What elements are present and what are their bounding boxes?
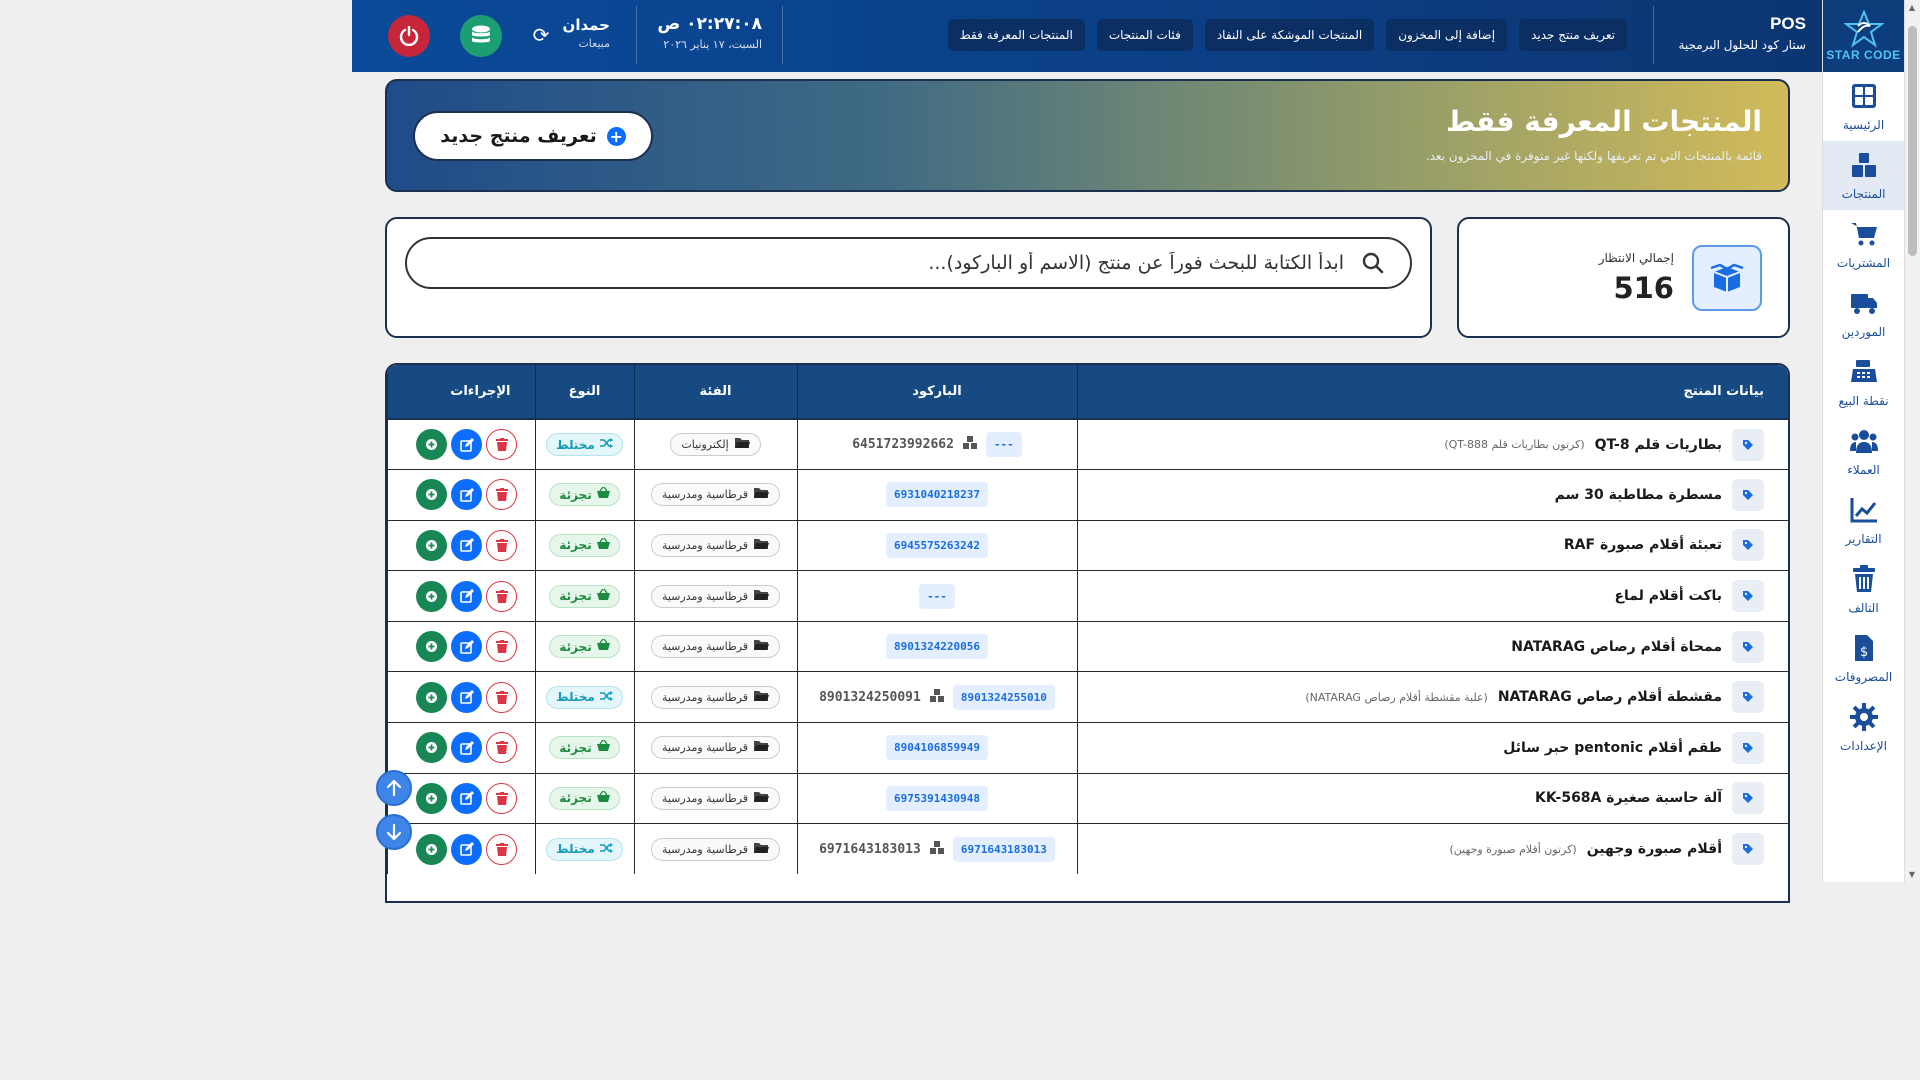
product-info [1078,732,1789,764]
category-badge [651,635,780,658]
product-name: طقم أقلام pentonic حبر سائل [1503,739,1722,756]
type-label: مختلط [556,842,595,857]
power-icon [399,26,419,46]
sidebar-item-label: نقطة البيع [1838,393,1889,408]
divider [1653,6,1654,64]
type-label: تجزئة [559,538,592,553]
category-label: قرطاسية ومدرسية [661,741,749,755]
divider [636,6,637,64]
product-cell [1077,621,1788,672]
product-cell [1077,470,1788,521]
row-actions [388,479,527,510]
scrollbar-thumb[interactable] [1908,26,1917,256]
type-label: تجزئة [559,791,592,806]
product-name: تعبئة أقلام صبورة RAF [1563,537,1722,554]
type-label: تجزئة [559,487,592,502]
folder-open-icon [735,437,750,452]
table-row [388,470,1789,521]
product-info [1078,681,1789,713]
edit-product-button[interactable] [451,834,482,865]
barcode-value: 8901324220056 [886,634,988,659]
barcode-value: --- [919,584,955,609]
barcode-cell [797,470,1077,521]
sidebar-item-label: المنتجات [1841,186,1886,201]
topbar [352,0,1822,72]
star-logo-icon [1844,10,1884,48]
clock [657,14,762,51]
table-row [388,773,1789,824]
category-badge [670,433,760,456]
category-label: قرطاسية ومدرسية [661,791,749,805]
sidebar-item-products[interactable] [1823,141,1904,210]
barcode-value: 8901324255010 [953,685,1055,710]
table-header-row [388,365,1789,419]
edit-product-button[interactable] [451,581,482,612]
tag-icon [1732,782,1764,814]
add-stock-button[interactable] [416,783,447,814]
tag-icon [1732,429,1764,461]
product-info [1078,631,1789,663]
sidebar-item-customers[interactable] [1823,417,1904,486]
product-name: بطاريات قلم QT-8 [1594,436,1722,453]
topnav-add-stock[interactable]: إضافة إلى المخزون [1386,19,1507,51]
type-cell [535,723,634,774]
user-info [564,16,610,50]
category-cell [634,520,797,571]
product-name: آلة حاسبة صغيرة KK-568A [1535,790,1722,807]
barcode-value: 6971643183013 [953,837,1055,862]
page-subtitle: قائمة بالمنتجات التي تم تعريفها ولكنها غير متوفرة في المخزون بعد. [1425,149,1762,163]
edit-product-button[interactable] [451,732,482,763]
type-badge [549,635,619,658]
shuffle-icon [600,690,613,705]
folder-open-icon [754,690,769,705]
pending-total-label: إجمالي الانتظار [1598,251,1674,265]
category-cell [634,723,797,774]
sidebar-item-suppliers[interactable] [1823,279,1904,348]
category-badge [651,483,780,506]
scroll-to-top-button[interactable] [376,770,412,806]
type-cell [535,470,634,521]
tag-icon [1732,732,1764,764]
sidebar-item-label: الرئيسية [1842,117,1885,132]
sidebar-item-damaged[interactable] [1823,555,1904,624]
row-actions [388,631,527,662]
delete-product-button[interactable] [486,429,517,460]
category-label: قرطاسية ومدرسية [661,538,749,552]
tag-icon [1732,631,1764,663]
sidebar-item-label: التقارير [1845,531,1882,546]
shuffle-icon [600,842,613,857]
category-badge [651,686,780,709]
category-cell [634,824,797,875]
barcode-value: 6931040218237 [886,482,988,507]
scroll-down-arrow-icon[interactable]: ▼ [1908,870,1916,879]
arrow-down-icon [387,824,401,840]
divider [782,6,783,64]
barcode-group [798,735,1077,760]
sidebar-item-label: المصروفات [1834,669,1893,684]
page-header-banner [385,79,1790,192]
tag-icon [1732,681,1764,713]
table-row [388,571,1789,622]
table-row [388,672,1789,723]
users-icon [1849,427,1879,463]
table-row [388,824,1789,875]
invoice-dollar-icon [1849,634,1879,670]
folder-open-icon [754,740,769,755]
add-stock-button[interactable] [416,479,447,510]
category-label: قرطاسية ومدرسية [661,690,749,704]
type-label: تجزئة [559,639,592,654]
header-product: بيانات المنتج [1077,365,1788,419]
product-package: (كرتون أقلام صبورة وجهين) [1449,842,1577,856]
header-category: الفئة [634,365,797,419]
clock-date: السبت، ١٧ يناير ٢٠٢٦ [663,38,762,51]
product-info [1078,782,1789,814]
category-badge [651,736,780,759]
barcode-group [798,482,1077,507]
tag-icon [1732,479,1764,511]
folder-open-icon [754,538,769,553]
actions-cell [388,672,536,723]
category-cell [634,571,797,622]
product-cell [1077,773,1788,824]
plus-circle-icon: + [607,127,626,146]
type-cell [535,621,634,672]
brand-logo [1823,0,1904,72]
type-label: مختلط [556,690,595,705]
trash-icon [1849,565,1879,601]
category-label: إلكترونيات [681,438,729,452]
product-cell [1077,723,1788,774]
barcode-group [798,584,1077,609]
pending-total-value: 516 [1613,271,1674,305]
edit-product-button[interactable] [451,682,482,713]
type-badge [549,736,619,759]
header-type: النوع [535,365,634,419]
barcode-group [798,786,1077,811]
open-box-icon [1692,245,1762,311]
package-barcode-value: 6451723992662 [852,437,954,453]
product-cell [1077,520,1788,571]
topnav-low-stock[interactable]: المنتجات الموشكة على النفاد [1205,19,1374,51]
actions-cell [388,419,536,470]
tag-icon [1732,529,1764,561]
scroll-to-bottom-button[interactable] [376,814,412,850]
actions-cell [388,520,536,571]
grid-icon [1849,82,1879,118]
basket-icon [597,639,610,654]
edit-product-button[interactable] [451,429,482,460]
basket-icon [597,538,610,553]
type-badge [549,787,619,810]
type-cell [535,824,634,875]
product-cell [1077,419,1788,470]
barcode-value: 6975391430948 [886,786,988,811]
user-role: مبيعات [578,37,610,50]
product-name: مسطرة مطاطية 30 سم [1554,486,1722,503]
refresh-icon[interactable]: ⟳ [532,23,550,47]
category-label: قرطاسية ومدرسية [661,488,749,502]
barcode-cell [797,621,1077,672]
cash-register-icon [1849,358,1879,394]
category-label: قرطاسية ومدرسية [661,640,749,654]
barcode-cell [797,824,1077,875]
gear-icon [1849,703,1879,739]
product-cell [1077,571,1788,622]
row-actions [388,429,527,460]
app-subtitle: ستار كود للحلول البرمجية [1678,38,1806,52]
barcode-group [798,634,1077,659]
basket-icon [597,487,610,502]
folder-open-icon [754,791,769,806]
sidebar-item-expenses[interactable] [1823,624,1904,693]
sidebar-item-reports[interactable] [1823,486,1904,555]
search-card [385,217,1432,338]
product-info [1078,833,1789,865]
product-name: ممحاة أقلام رصاص NATARAG [1511,638,1722,655]
category-badge [651,787,780,810]
row-actions [388,581,527,612]
category-badge [651,534,780,557]
page-title: المنتجات المعرفة فقط [1446,105,1762,138]
sidebar-item-home[interactable] [1823,72,1904,141]
basket-icon [597,589,610,604]
type-cell [535,773,634,824]
delete-product-button[interactable] [486,783,517,814]
topnav-categories[interactable]: فئات المنتجات [1097,19,1193,51]
type-badge [549,585,619,608]
add-stock-button[interactable] [416,530,447,561]
barcode-cell [797,672,1077,723]
type-cell [535,672,634,723]
add-stock-button[interactable] [416,631,447,662]
package-barcode-value: 8901324250091 [819,689,921,705]
barcode-value: --- [986,432,1022,457]
define-new-product-button[interactable] [413,111,653,161]
user-name: حمدان [562,16,610,34]
sidebar-item-label: التالف [1848,600,1879,615]
type-label: مختلط [556,437,595,452]
tag-icon [1732,833,1764,865]
add-stock-button[interactable] [416,682,447,713]
category-badge [651,585,780,608]
arrow-up-icon [387,780,401,796]
delete-product-button[interactable] [486,530,517,561]
sidebar-item-pos[interactable] [1823,348,1904,417]
actions-cell [388,621,536,672]
search-icon [1362,252,1384,274]
barcode-group [798,533,1077,558]
sidebar-item-label: العملاء [1847,462,1880,477]
sidebar-item-label: المشتريات [1836,255,1891,270]
cubes-icon [929,841,945,858]
header-barcode: الباركود [797,365,1077,419]
header-actions: الإجراءات [388,365,536,419]
barcode-group [798,837,1077,862]
barcode-group [798,685,1077,710]
topnav-define-product[interactable]: تعريف منتج جديد [1519,19,1627,51]
delete-product-button[interactable] [486,834,517,865]
barcode-value: 6945575263242 [886,533,988,558]
boxes-icon [1849,151,1879,187]
svg-text:$: $ [1859,644,1868,660]
product-package: (علبة مقشطة أقلام رصاص NATARAG) [1305,690,1488,704]
folder-open-icon [754,842,769,857]
database-button[interactable] [460,15,502,57]
add-stock-button[interactable] [416,732,447,763]
folder-open-icon [754,639,769,654]
type-badge [549,534,619,557]
cart-icon [1849,220,1879,256]
category-cell [634,672,797,723]
actions-cell [388,571,536,622]
sidebar-item-label: الإعدادات [1840,738,1887,753]
clock-time: ٠٢:٢٧:٠٨ ص [657,14,762,34]
type-cell [535,571,634,622]
product-cell [1077,672,1788,723]
delete-product-button[interactable] [486,732,517,763]
actions-cell [388,723,536,774]
product-search-input[interactable] [407,252,1344,274]
table-row [388,621,1789,672]
product-cell [1077,824,1788,875]
basket-icon [597,791,610,806]
app-title-block [1678,14,1806,52]
actions-cell [388,470,536,521]
pending-total-card [1457,217,1790,338]
product-name: باكت أقلام لماع [1614,588,1722,605]
type-cell [535,419,634,470]
sidebar-item-purchases[interactable] [1823,210,1904,279]
type-cell [535,520,634,571]
delete-product-button[interactable] [486,682,517,713]
edit-product-button[interactable] [451,631,482,662]
product-package: (كرتون بطاريات قلم QT-888) [1444,438,1585,452]
folder-open-icon [754,589,769,604]
logout-button[interactable] [388,15,430,57]
top-navigation [948,19,1627,51]
type-label: تجزئة [559,589,592,604]
sidebar [1822,0,1904,882]
add-stock-button[interactable] [416,581,447,612]
scroll-up-arrow-icon[interactable]: ▲ [1908,3,1916,12]
barcode-cell [797,520,1077,571]
type-label: تجزئة [559,740,592,755]
table-row [388,723,1789,774]
add-stock-button[interactable] [416,429,447,460]
barcode-cell [797,773,1077,824]
define-new-product-label: تعريف منتج جديد [440,125,597,147]
product-name: أقلام صبورة وجهين [1586,841,1722,858]
category-cell [634,621,797,672]
folder-open-icon [754,487,769,502]
sidebar-item-label: الموردين [1841,324,1886,339]
delete-product-button[interactable] [486,631,517,662]
type-badge [546,686,623,709]
app-title: POS [1770,14,1806,33]
products-table [385,363,1790,903]
add-stock-button[interactable] [416,834,447,865]
search-box [405,237,1412,289]
category-label: قرطاسية ومدرسية [661,842,749,856]
category-badge [651,838,780,861]
type-badge [549,483,619,506]
cubes-icon [929,689,945,706]
delete-product-button[interactable] [486,581,517,612]
table-row [388,520,1789,571]
table-row [388,419,1789,470]
sidebar-item-settings[interactable] [1823,693,1904,762]
product-info [1078,429,1789,461]
product-name: مقشطة أقلام رصاص NATARAG [1497,689,1722,706]
row-actions [388,530,527,561]
delete-product-button[interactable] [486,479,517,510]
barcode-cell [797,571,1077,622]
truck-icon [1849,289,1879,325]
barcode-cell [797,723,1077,774]
product-info [1078,479,1789,511]
row-actions [388,732,527,763]
cubes-icon [962,436,978,453]
product-info [1078,580,1789,612]
barcode-cell [797,419,1077,470]
product-info [1078,529,1789,561]
brand-name: STAR CODE [1826,48,1901,62]
tag-icon [1732,580,1764,612]
database-icon [471,25,491,47]
basket-icon [597,740,610,755]
edit-product-button[interactable] [451,783,482,814]
edit-product-button[interactable] [451,479,482,510]
category-cell [634,419,797,470]
edit-product-button[interactable] [451,530,482,561]
category-cell [634,773,797,824]
topnav-defined-only[interactable]: المنتجات المعرفة فقط [948,19,1085,51]
shuffle-icon [600,437,613,452]
page-scrollbar[interactable] [1904,0,1920,882]
chart-line-icon [1849,496,1879,532]
barcode-value: 8904106859949 [886,735,988,760]
barcode-group [798,432,1077,457]
type-badge [546,433,623,456]
row-actions [388,682,527,713]
category-cell [634,470,797,521]
category-label: قرطاسية ومدرسية [661,589,749,603]
package-barcode-value: 6971643183013 [819,841,921,857]
type-badge [546,838,623,861]
